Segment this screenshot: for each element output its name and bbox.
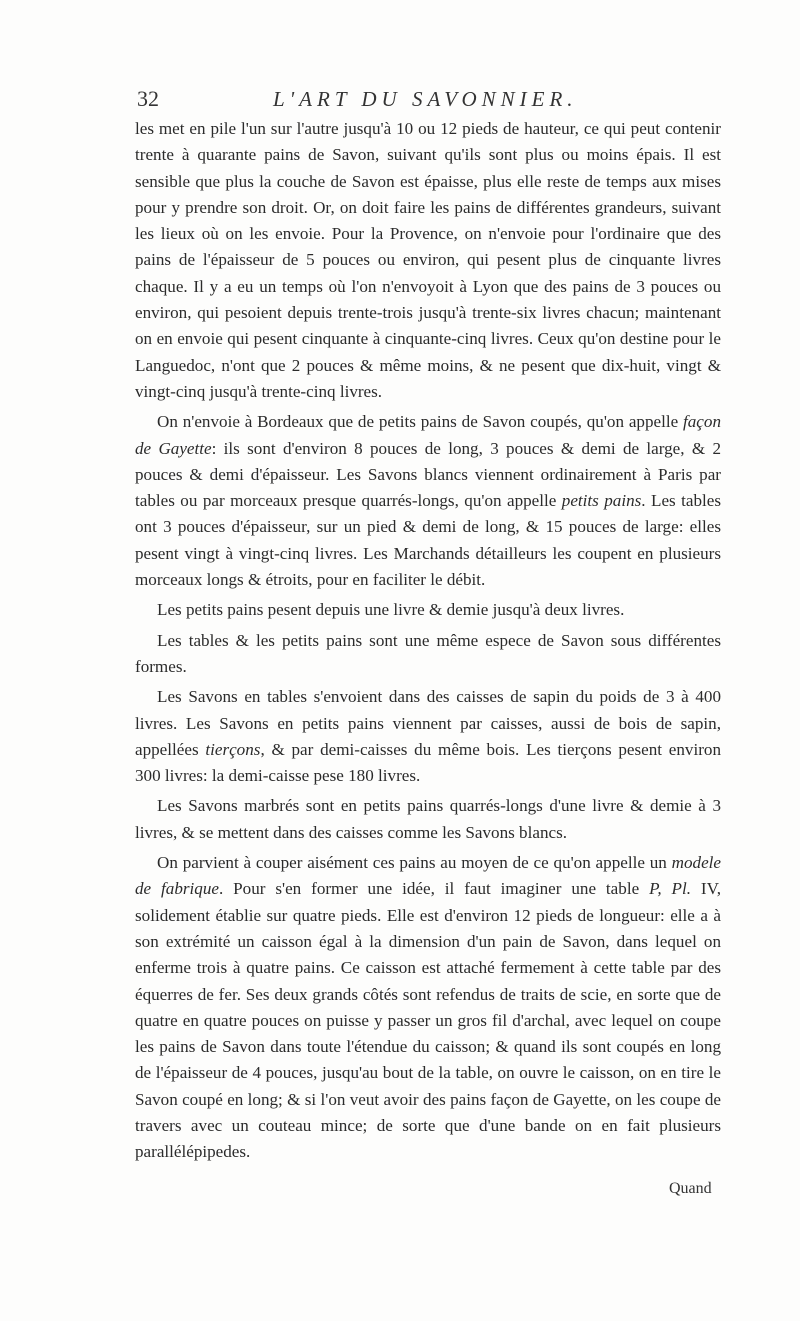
paragraph-1: les met en pile l'un sur l'autre jusqu'à 10 ou 12 pieds de hauteur, ce qui peut contenir trente à quarante pains de Savon, suivant qu'ils sont plus ou moins épais. Il est sensible que plus la couche de Savon est épaisse, plus elle reste de temps aux mises pour y prendre son droit. Or, on doit faire les pains de différentes grandeurs, suivant les lieux où on les envoie. Pour la Provence, on n'envoie pour l'ordinaire que des pains de l'épaisseur de 5 pouces ou environ, qui pesent plus de cinquante livres chaque. Il y a eu un temps où l'on n'envoyoit à Lyon que des pains de 3 pouces ou environ, qui pesoient depuis trente-trois jusqu'à trente-six livres chacun; maintenant on en envoie qui pesent cinquante à cinquante-cinq livres. Ceux qu'on destine pour le Languedoc, n'ont que 2 pouces & même moins, & ne pesent que dix-huit, vingt & vingt-cinq jusqu'à trente-cinq livres. — [135, 119, 721, 401]
running-head — [137, 86, 587, 116]
paragraph-5-text-1: Les Savons en tables s'envoient dans des caisses de sapin du poids de 3 à 400 livres. Les Savons en petits pains viennent par caisses, aussi de bois de sapin, appellées — [135, 687, 721, 759]
paragraph-7-italic-2: P, Pl. — [649, 879, 691, 899]
paragraph-5-text-2: , & par demi-caisses du même bois. Les tierçons pesent environ 300 livres: la demi-caisse pese 180 livres. — [135, 739, 721, 786]
paragraph-7-text-2: . Pour s'en former une idée, il faut imaginer une table — [218, 879, 650, 899]
page-number: 32 — [137, 86, 159, 111]
paragraph-5 — [135, 684, 721, 789]
paragraph-6: Les Savons marbrés sont en petits pains quarrés-longs d'une livre & demie à 3 livres, & se mettent dans des caisses comme les Savons blancs. — [135, 796, 721, 842]
running-title: L'ART DU SAVONNIER. — [273, 87, 578, 111]
paragraph-5-italic-1: tierçons — [205, 739, 261, 759]
paragraph-2-italic-1: façon de Gayette — [135, 412, 721, 458]
catchword: Quand — [669, 1180, 712, 1197]
paragraph-7-italic-1: modele de fabrique — [135, 853, 721, 899]
body-text — [135, 116, 721, 1166]
paragraph-7-text-1: On parvient à couper aisément ces pains au moyen de ce qu'on appelle un — [157, 853, 672, 873]
paragraph-2 — [135, 409, 721, 593]
paragraph-2-text-2: : ils sont d'environ 8 pouces de long, 3 pouces & demi de large, & 2 pouces & demi d'épaisseur. Les Savons blancs viennent ordinairement à Paris par tables ou par morceaux presque quarrés-longs, qu'on appelle — [135, 438, 721, 511]
paragraph-7 — [135, 850, 721, 1166]
paragraph-2-text-3: . Les tables ont 3 pouces d'épaisseur, sur un pied & demi de long, & 15 pouces de large: elles pesent vingt à vingt-cinq livres. Les Marchands détailleurs les coupent en plusieurs morceaux longs & étroits, pour en faciliter le débit. — [135, 491, 721, 590]
paragraph-2-italic-2: petits pains — [561, 491, 642, 511]
paragraph-4: Les tables & les petits pains sont une même espece de Savon sous différentes formes. — [135, 630, 721, 676]
paragraph-2-text-1: On n'envoie à Bordeaux que de petits pains de Savon coupés, qu'on appelle — [157, 412, 684, 432]
paragraph-7-text-3: IV, solidement établie sur quatre pieds. Elle est d'environ 12 pieds de longueur: elle a à son extrémité un caisson égal à la dimension d'un pain de Savon, dans lequel on enferme trois à quatre pains. Ce caisson est attaché fermement à cette table par des équerres de fer. Ses deux grands côtés sont refendus de traits de scie, en sorte que de quatre en quatre pouces on puisse y passer un gros fil d'archal, avec lequel on coupe les pains de Savon dans toute l'étendue du caisson; & quand ils sont coupés en long de l'épaisseur de 4 pouces, jusqu'au bout de la table, on ouvre le caisson, on en tire le Savon coupé en long; & si l'on veut avoir des pains façon de Gayette, on les coupe de travers avec un couteau mince; de sorte que d'une bande on en fait plusieurs parallélépipedes. — [135, 879, 721, 1162]
paragraph-3: Les petits pains pesent depuis une livre & demie jusqu'à deux livres. — [157, 600, 625, 620]
